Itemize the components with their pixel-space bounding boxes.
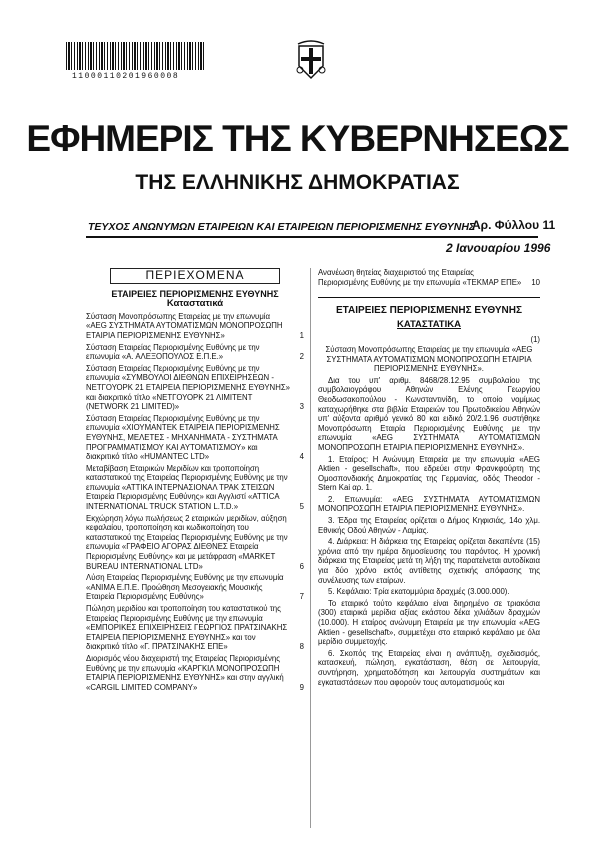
toc-entry-page: 4 <box>299 452 304 462</box>
toc-entry-page: 9 <box>299 682 304 692</box>
body-paragraph: 6. Σκοπός της Εταιρείας είναι η ανάπτυξη, σχεδιασμός, κατασκευή, πώληση, εγκατάσταση, θέση σε λειτουργία, συντήρηση, χρηματοδότηση και λειτουργία συστημάτων και εγκαταστάσεων που αφορούν τους αυτοματισμούς και <box>318 648 540 687</box>
item-title: Σύσταση Μονοπρόσωπης Εταιρείας με την επωνυμία «AEG ΣΥΣΤΗΜΑΤΑ ΑΥΤΟΜΑΤΙΣΜΩΝ ΜΟΝΟΠΡΟΣΩΠΗ ΕΤΑΙΡΙΑ ΠΕΡΙΟΡΙΣΜΕΝΗΣ ΕΥΘΥΝΗΣ». <box>325 344 533 374</box>
body-paragraph: 3. Έδρα της Εταιρείας ορίζεται ο Δήμος Κηφισιάς, 14ο χλμ. Εθνικής Οδού Αθηνών - Λαμίας. <box>318 516 540 535</box>
body-paragraph: Το εταιρικό τούτο κεφάλαιο είναι διηρημένο σε τριακόσια (300) εταιρικά μερίδια αξίας εκάστου δέκα χιλιάδων δραχμών (10.000). Η εταίρος ανώνυμη Εταιρεία με την επωνυμία «AEG Aktien - gesellschaft», συμμετέχει στο εταιρικό κεφάλαιο με όλα μερίδιο συμμετοχής. <box>318 598 540 647</box>
body-subsection: ΚΑΤΑΣΤΑΤΙΚΑ <box>397 318 461 330</box>
toc-entry-continued[interactable] <box>318 268 540 287</box>
header-rule <box>86 236 538 238</box>
toc-entry-page: 6 <box>299 561 304 571</box>
toc-entry-text: Σύσταση Μονοπρόσωπης Εταιρείας με την επωνυμία «AEG ΣΥΣΤΗΜΑΤΑ ΑΥΤΟΜΑΤΙΣΜΩΝ ΜΟΝΟΠΡΟΣΩΠΗ ΕΤΑΙΡΙΑ ΠΕΡΙΟΡΙΣΜΕΝΗΣ ΕΥΘΥΝΗΣ» <box>86 311 283 340</box>
toc-entry-text: Πώληση μεριδίου και τροποποίηση του καταστατικού της Εταιρείας Περιορισμένης Ευθύνης με την επωνυμία «ΕΜΠΟΡΙΚΕΣ ΕΠΙΧΕΙΡΗΣΕΙΣ ΓΕΩΡΓΙΟΣ ΠΡΑΤΣΙΝΑΚΗΣ ΕΤΑΙΡΕΙΑ ΠΕΡΙΟΡΙΣΜΕΝΗΣ ΕΥΘΥΝΗΣ» και τον διακριτικό τίτλο «Γ. ΠΡΑΤΣΙΝΑΚΗΣ ΕΠΕ» <box>86 604 288 652</box>
toc-entry[interactable] <box>86 312 304 341</box>
body-paragraphs <box>318 376 540 687</box>
series-title: ΤΕΥΧΟΣ ΑΝΩΝΥΜΩΝ ΕΤΑΙΡΕΙΩΝ ΚΑΙ ΕΤΑΙΡΕΙΩΝ ΠΕΡΙΟΡΙΣΜΕΝΗΣ ΕΥΘΥΝΗΣ <box>88 221 476 233</box>
body-section: ΕΤΑΙΡΕΙΕΣ ΠΕΡΙΟΡΙΣΜΕΝΗΣ ΕΥΘΥΝΗΣ <box>318 297 540 316</box>
gazette-title: ΕΦΗΜΕΡΙΣ ΤΗΣ ΚΥΒΕΡΝΗΣΕΩΣ <box>26 118 569 159</box>
contents-subsection: Καταστατικά <box>166 298 224 310</box>
body-paragraph: 4. Διάρκεια: Η διάρκεια της Εταιρείας ορίζεται δεκαπέντε (15) χρόνια από την ημέρα δημοσίευσης του παρόντος. Η χρονική διάρκεια της Εταιρείας μετά τη λήξη της παρατείνεται αυτοδίκαια για δύο χρόνο εκτός αντίθετης σχετικής απόφασης της συνέλευσης των εταίρων. <box>318 537 540 585</box>
sheet-number: Αρ. Φύλλου 11 <box>472 218 556 232</box>
body-paragraph: 5. Κεφάλαιο: Τρία εκατομμύρια δραχμές (3.000.000). <box>328 587 510 597</box>
body-paragraph: 2. Επωνυμία: «AEG ΣΥΣΤΗΜΑΤΑ ΑΥΤΟΜΑΤΙΣΜΩΝ ΜΟΝΟΠΡΟΣΩΠΗ ΕΤΑΙΡΙΑ ΠΕΡΙΟΡΙΣΜΕΝΗΣ ΕΥΘΥΝΗΣ». <box>318 494 540 514</box>
toc-entry[interactable] <box>86 414 304 462</box>
toc-entry[interactable] <box>86 514 304 572</box>
table-of-contents <box>86 312 304 693</box>
toc-entry-text: Διορισμός νέου διαχειριστή της Εταιρείας Περιορισμένης Ευθύνης με την επωνυμία «ΚΑΡΓΚΙΛ ΜΟΝΟΠΡΟΣΩΠΗ ΕΤΑΙΡΙΑ ΠΕΡΙΟΡΙΣΜΕΝΗΣ ΕΥΘΥΝΗΣ» και στην αγγλική «CARGIL LIMITED COMPANY» <box>86 653 284 692</box>
toc-entry-text: Σύσταση Εταιρείας Περιορισμένης Ευθύνης με την επωνυμία «ΧΙΟΥΜΑΝΤΕΚ ΕΤΑΙΡΕΙΑ ΠΕΡΙΟΡΙΣΜΕΝΗΣ ΕΥΘΥΝΗΣ, ΜΕΛΕΤΕΣ - ΜΗΧΑΝΗΜΑΤΑ - ΣΥΣΤΗΜΑΤΑ ΠΡΟΓΡΑΜΜΑΤΙΣΜΟΥ ΚΑΙ ΑΥΤΟΜΑΤΙΣΜΟΥ» και διακριτικό τίτλο «HUMANTEC LTD» <box>86 413 280 462</box>
body-paragraph: Δια του υπ' αριθμ. 8468/28.12.95 συμβολαίου της συμβολαιογράφου Αθηνών Ελένης Γεωργίου Θεοδωσακοπούλου - Κωνσταντινίδη, το οποίο νομίμως καταχωρήθηκε στα βιβλία Εταιρειών του Πρωτοδικείου Αθηνών υπ' αύξοντα αριθμό γενικό 80 και ειδικό 20/2.1.96 συστήθηκε Μονοπρόσωπη Εταιρία Περιορισμένης Ευθύνης με την επωνυμία «AEG ΣΥΣΤΗΜΑΤΑ ΑΥΤΟΜΑΤΙΣΜΩΝ ΜΟΝΟΠΡΟΣΩΠΗ ΕΤΑΙΡΙΑ ΠΕΡΙΟΡΙΣΜΕΝΗΣ ΕΥΘΥΝΗΣ». <box>318 375 540 452</box>
toc-entry[interactable] <box>86 343 304 362</box>
body-paragraph: 1. Εταίρος: Η Ανώνυμη Εταιρεία με την επωνυμία «AEG Aktien - gesellschaft», που εδρεύει στην Φρανκφούρτη της Ομοσπονδιακής Δημοκρατίας της Γερμανίας, οδός Theodor - Stern Kai αρ. 1. <box>318 454 540 493</box>
contents-heading: ΠΕΡΙΕΧΟΜΕΝΑ <box>110 268 280 284</box>
toc-entry-text: Εκχώρηση λόγω πωλήσεως 2 εταιρικών μεριδίων, αύξηση κεφαλαίου, τροποποίηση και κωδικοποίηση του καταστατικού της Εταιρείας Περιορισμένης Ευθύνης με την επωνυμία «ΓΡΑΦΕΙΟ ΑΓΟΡΑΣ ΔΙΕΘΝΕΣ Εταιρεία Περιορισμένης Ευθύνης» και με μετάφραση «MARKET BUREAU INTERNATIONAL LTD» <box>86 513 288 571</box>
coat-of-arms-icon <box>296 40 326 80</box>
issue-date: 2 Ιανουαρίου 1996 <box>446 241 551 255</box>
column-divider <box>310 268 311 828</box>
toc-entry-page: 8 <box>299 642 304 652</box>
toc-entry-text: Μεταβίβαση Εταιρικών Μεριδίων και τροποποίηση καταστατικού της Εταιρείας Περιορισμένης Ευθύνης με την επωνυμία «ΑΤΤΙΚΑ ΙΝΤΕΡΝΑΣΙΟΝΑΛ ΤΡΑΚ ΣΤΕΙΣΩΝ Εταιρεία Περιορισμένης Ευθύνης» και Αγγλιστί «ATTICA INTERNATIONAL TRUCK STATION L.T.D.» <box>86 463 288 512</box>
contents-column <box>86 268 304 694</box>
toc-entry-text: Σύσταση Εταιρείας Περιορισμένης Ευθύνης με την επωνυμία «ΣΥΜΒΟΥΛΟΙ ΔΙΕΘΝΩΝ ΕΠΙΧΕΙΡΗΣΕΩΝ - ΝΕΤΓΟΥΟΡΚ 21 ΕΤΑΙΡΕΙΑ ΠΕΡΙΟΡΙΣΜΕΝΗΣ ΕΥΘΥΝΗΣ» και διακριτικό τίτλο «ΝΕΤΓΟΥΟΡΚ 21 ΛΙΜΙΤΕΝΤ (NETWORK 21 LIMITED)» <box>86 363 290 412</box>
barcode-number: 11000110201960008 <box>72 72 180 81</box>
toc-entry-page: 1 <box>299 330 304 340</box>
toc-entry-text: Ανανέωση θητείας διαχειριστού της Εταιρείας Περιορισμένης Ευθύνης με την επωνυμία «ΤΕΚΜΑΡ ΕΠΕ» <box>318 268 522 287</box>
toc-entry-page: 5 <box>299 502 304 512</box>
toc-entry[interactable] <box>86 464 304 512</box>
toc-entry[interactable] <box>86 654 304 692</box>
toc-entry[interactable] <box>86 573 304 602</box>
barcode <box>66 42 206 70</box>
toc-entry[interactable] <box>86 604 304 652</box>
item-number: (1) <box>530 335 540 345</box>
toc-entry-page: 7 <box>299 592 304 602</box>
toc-entry-page: 10 <box>531 277 540 287</box>
toc-entry-page: 2 <box>299 352 304 362</box>
gazette-subtitle: ΤΗΣ ΕΛΛΗΝΙΚΗΣ ΔΗΜΟΚΡΑΤΙΑΣ <box>135 171 460 194</box>
toc-entry-text: Σύσταση Εταιρείας Περιορισμένης Ευθύνης με την επωνυμία «Α. ΑΛΕΞΟΠΟΥΛΟΣ Ε.Π.Ε.» <box>86 342 260 362</box>
contents-section: ΕΤΑΙΡΕΙΕΣ ΠΕΡΙΟΡΙΣΜΕΝΗΣ ΕΥΘΥΝΗΣ <box>111 288 279 299</box>
body-column <box>318 268 540 689</box>
toc-entry-text: Λύση Εταιρείας Περιορισμένης Ευθύνης με την επωνυμία «ΑΝΙΜΑ Ε.Π.Ε. Προώθηση Μεσογειακής Μουσικής Εταιρεία Περιορισμένης Ευθύνης» <box>86 573 284 602</box>
toc-entry-page: 3 <box>299 402 304 412</box>
toc-entry[interactable] <box>86 364 304 412</box>
